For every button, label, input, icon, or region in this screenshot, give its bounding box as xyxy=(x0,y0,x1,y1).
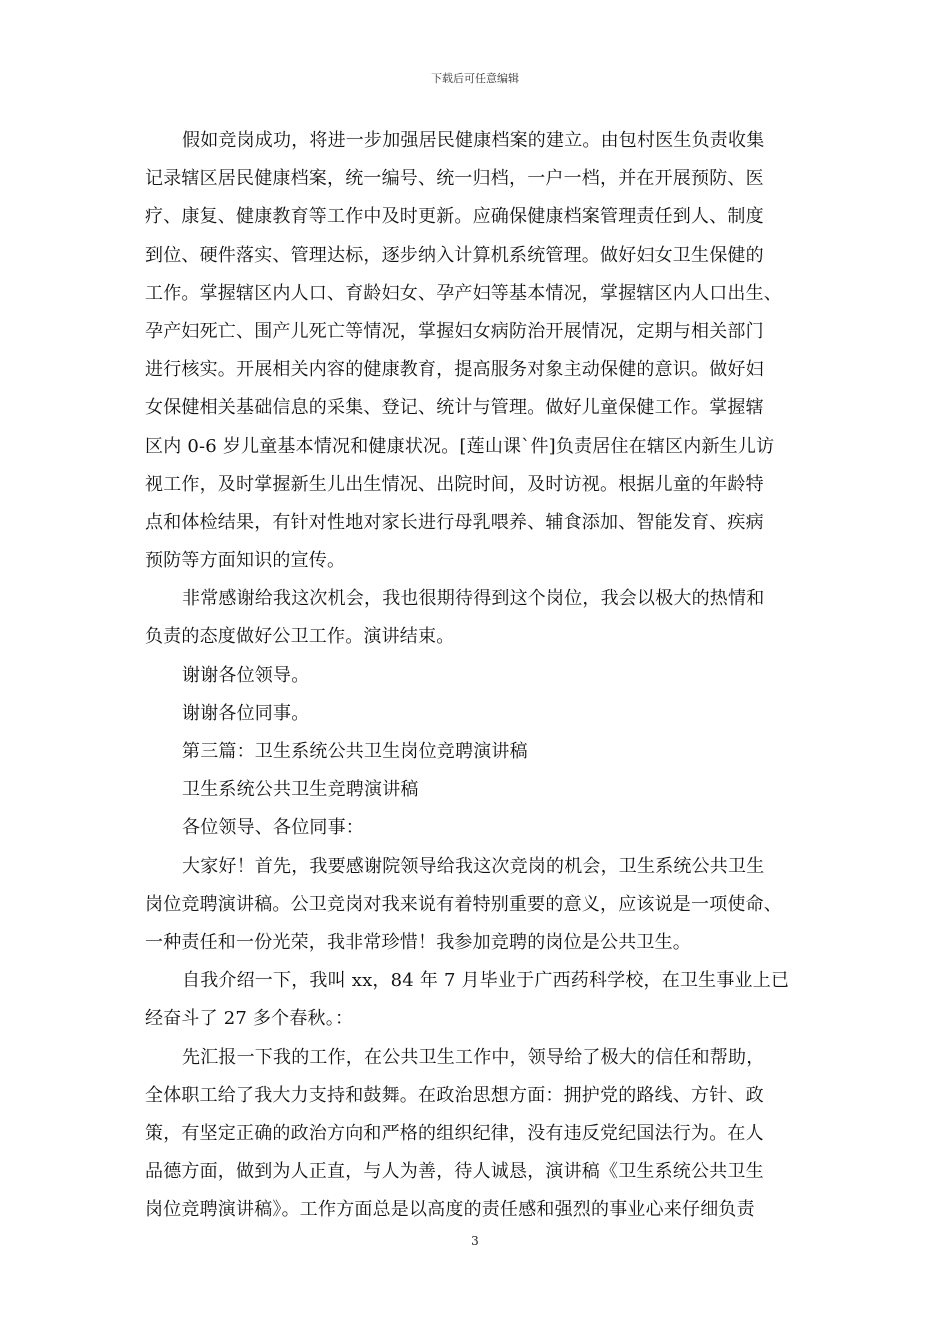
text-line: 点和体检结果，有针对性地对家长进行母乳喂养、辅食添加、智能发育、疾病 xyxy=(145,511,764,533)
text-line: 岗位竞聘演讲稿。公卫竞岗对我来说有着特别重要的意义，应该说是一项使命、 xyxy=(145,893,782,915)
body-text xyxy=(145,122,810,1229)
text-line: 负责的态度做好公卫工作。演讲结束。 xyxy=(145,626,455,648)
text-line: 品德方面，做到为人正直，与人为善，待人诚恳，演讲稿《卫生系统公共卫生 xyxy=(145,1161,764,1183)
text-line: 第三篇：卫生系统公共卫生岗位竞聘演讲稿 xyxy=(182,741,528,762)
text-line: 疗、康复、健康教育等工作中及时更新。应确保健康档案管理责任到人、制度 xyxy=(145,206,764,228)
text-line: 非常感谢给我这次机会，我也很期待得到这个岗位，我会以极大的热情和 xyxy=(182,588,765,610)
text-line: 谢谢各位同事。 xyxy=(182,702,310,724)
text-line: 一种责任和一份光荣，我非常珍惜！我参加竞聘的岗位是公共卫生。 xyxy=(145,931,691,953)
text-line: 自我介绍一下，我叫 xx，84 年 7 月毕业于广西药科学校，在卫生事业上已 xyxy=(182,970,790,992)
text-line: 进行核实。开展相关内容的健康教育，提高服务对象主动保健的意识。做好妇 xyxy=(145,359,764,381)
text-line: 女保健相关基础信息的采集、登记、统计与管理。做好儿童保健工作。掌握辖 xyxy=(145,397,764,419)
header-note: 下载后可任意编辑 xyxy=(431,72,519,85)
text-line: 全体职工给了我大力支持和鼓舞。在政治思想方面：拥护党的路线、方针、政 xyxy=(145,1084,764,1106)
text-line: 工作。掌握辖区内人口、育龄妇女、孕产妇等基本情况，掌握辖区内人口出生、 xyxy=(145,282,782,304)
text-line: 谢谢各位领导。 xyxy=(182,664,310,686)
page-number: 3 xyxy=(471,1234,479,1248)
text-line: 视工作，及时掌握新生儿出生情况、出院时间，及时访视。根据儿童的年龄特 xyxy=(145,473,764,495)
text-line: 经奋斗了 27 多个春秋。： xyxy=(145,1008,354,1030)
text-line: 策，有坚定正确的政治方向和严格的组织纪律，没有违反党纪国法行为。在人 xyxy=(145,1122,764,1144)
text-line: 卫生系统公共卫生竞聘演讲稿 xyxy=(182,779,419,801)
text-line: 大家好！首先，我要感谢院领导给我这次竞岗的机会，卫生系统公共卫生 xyxy=(182,855,765,877)
text-line: 到位、硬件落实、管理达标，逐步纳入计算机系统管理。做好妇女卫生保健的 xyxy=(145,244,764,266)
text-line: 预防等方面知识的宣传。 xyxy=(145,550,346,572)
text-line: 各位领导、各位同事： xyxy=(182,817,364,839)
text-line: 假如竞岗成功，将进一步加强居民健康档案的建立。由包村医生负责收集 xyxy=(182,130,765,151)
text-line: 先汇报一下我的工作，在公共卫生工作中，领导给了极大的信任和帮助， xyxy=(182,1046,765,1068)
text-line: 区内 0-6 岁儿童基本情况和健康状况。[莲山课`件]负责居住在辖区内新生儿访 xyxy=(145,435,775,457)
text-line: 岗位竞聘演讲稿》。工作方面总是以高度的责任感和强烈的事业心来仔细负责 xyxy=(145,1199,755,1221)
text-line: 记录辖区居民健康档案，统一编号、统一归档，一户一档，并在开展预防、医 xyxy=(145,168,764,190)
text-line: 孕产妇死亡、围产儿死亡等情况，掌握妇女病防治开展情况，定期与相关部门 xyxy=(145,320,764,342)
